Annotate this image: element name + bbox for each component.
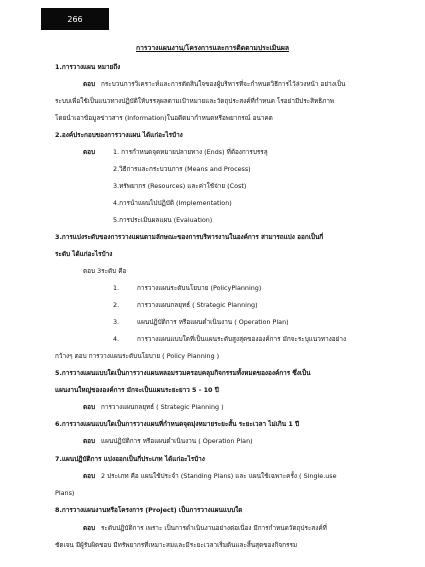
section-2-item: 2.วิธีการและกระบวนการ (Means and Process): [113, 165, 251, 173]
section-7-answer: 2 ประเภท คือ แผนใช้ประจำ (Standing Plans) และ แผนใช้เฉพาะครั้ง ( Single.use: [101, 472, 337, 480]
section-7-answer-line-2: Plans): [55, 489, 75, 497]
section-3-answer: ตอบ 3ระดับ คือ: [83, 267, 127, 275]
section-2-answer-label: ตอบ: [83, 148, 96, 156]
section-1-answer-label: ตอบ: [83, 80, 96, 88]
section-8-answer-line-2: ชัดเจน มีผู้รับผิดชอบ มีทรัพยากรที่เหมาะสมและมีระยะเวลาเริ่มต้นและสิ้นสุดของกิจกรรม: [55, 541, 298, 549]
section-3-item-number: 4.: [113, 335, 120, 343]
section-5-answer-label: ตอบ: [83, 403, 96, 411]
section-3-item-number: 1.: [113, 284, 120, 292]
section-3-tail: กว้างๆ ตอบ การวางแผนระดับนโยบาย ( Policy Planning ): [55, 352, 220, 360]
section-2-item: 5.การประเมินผลแผน (Evaluation): [113, 216, 213, 224]
section-3-heading-line-1: 3.การแบ่งระดับของการวางแผนตามลักษณะของการบริหารงานในองค์การ สามารถแบ่ง ออกเป็นกี่: [55, 233, 324, 241]
section-3-item-text: แผนปฏิบัติการ หรือแผนดำเนินงาน ( Operation Plan): [137, 318, 289, 326]
section-6-answer-label: ตอบ: [83, 437, 96, 445]
section-3-item-text: การวางแผนแบบใดที่เป็นแผนระดับสูงสุดขององค์การ มักจะระบุแนวทางอย่าง: [137, 335, 347, 343]
section-1-line-1: กระบวนการวิเคราะห์และการตัดสินใจของผู้บริหารที่จะกำหนดวิธีการไว้ล่วงหน้า อย่างเป็น: [101, 80, 346, 88]
section-8-answer: ระดับปฏิบัติการ เพราะ เป็นการดำเนินงานอย่างต่อเนื่อง มีการกำหนดวัตถุประสงค์ที่: [101, 524, 327, 532]
section-8-answer-label: ตอบ: [83, 524, 96, 532]
section-3-item-number: 2.: [113, 301, 120, 309]
section-5-heading-line-2: แผนงานใหญ่ขององค์การ มักจะเป็นแผนระยะยาว 5 - 10 ปี: [55, 386, 219, 394]
section-3-item-number: 3.: [113, 318, 120, 326]
section-3-item-text: การวางแผนกลยุทธ์ ( Strategic Planning): [137, 301, 258, 309]
page-number-badge: [41, 8, 109, 30]
section-2-heading: 2.องค์ประกอบของการวางแผน ได้แก่อะไรบ้าง: [55, 131, 183, 139]
section-1-line-2: ระบบเพื่อใช้เป็นแนวทางปฏิบัติให้บรรลุผลตามเป้าหมายและวัตถุประสงค์ที่กำหนด โรอย่ามีประสิทธิภาพ: [55, 97, 335, 105]
section-2-item: 1. การกำหนดจุดหมายปลายทาง (Ends) ที่ต้องการบรรลุ: [113, 148, 268, 156]
section-3-item-text: การวางแผนระดับนโยบาย (PolicyPlanning): [137, 284, 262, 292]
section-2-item: 3.ทรัพยากร (Resources) และค่าใช้จ่าย (Cost): [113, 182, 247, 190]
page-title: การวางแผนงาน/โครงการและการติดตามประเมินผล: [135, 44, 290, 52]
section-5-answer: การวางแผนกลยุทธ์ ( Strategic Planning ): [101, 403, 224, 411]
page-number: 266: [67, 14, 83, 24]
section-2-item: 4.การนำแผนไปปฏิบัติ (Implementation): [113, 199, 232, 207]
section-6-heading: 6.การวางแผนแบบใดเป็นการวางแผนที่กำหนดจุดมุ่งหมายระยะสั้น ระยะเวลา ไม่เกิน 1 ปี: [55, 420, 300, 428]
section-5-heading-line-1: 5.การวางแผนแบบใดเป็นการวางแผนหลอมรวมครอบคลุมกิจกรรมทั้งหมดขององค์การ ซึ่งเป็น: [55, 369, 311, 377]
section-3-heading-line-2: ระดับ ได้แก่อะไรบ้าง: [55, 250, 113, 258]
section-6-answer: แผนปฏิบัติการ หรือแผนดำเนินงาน ( Operation Plan): [101, 437, 253, 445]
section-1-line-3: โดยนำเอาข้อมูลข่าวสาร (Information)ในอดีตมากำหนดหรือพยากรณ์ อนาคต: [55, 114, 273, 122]
section-8-heading: 8.การวางแผนงานหรือโครงการ (Project) เป็นการวางแผนแบบใด: [55, 506, 243, 514]
section-1-heading: 1.การวางแผน หมายถึง: [55, 63, 121, 71]
section-7-answer-label: ตอบ: [83, 472, 96, 480]
section-7-heading: 7.แผนปฏิบัติการ แบ่งออกเป็นกี่ประเภท ได้แก่อะไรบ้าง: [55, 455, 205, 463]
